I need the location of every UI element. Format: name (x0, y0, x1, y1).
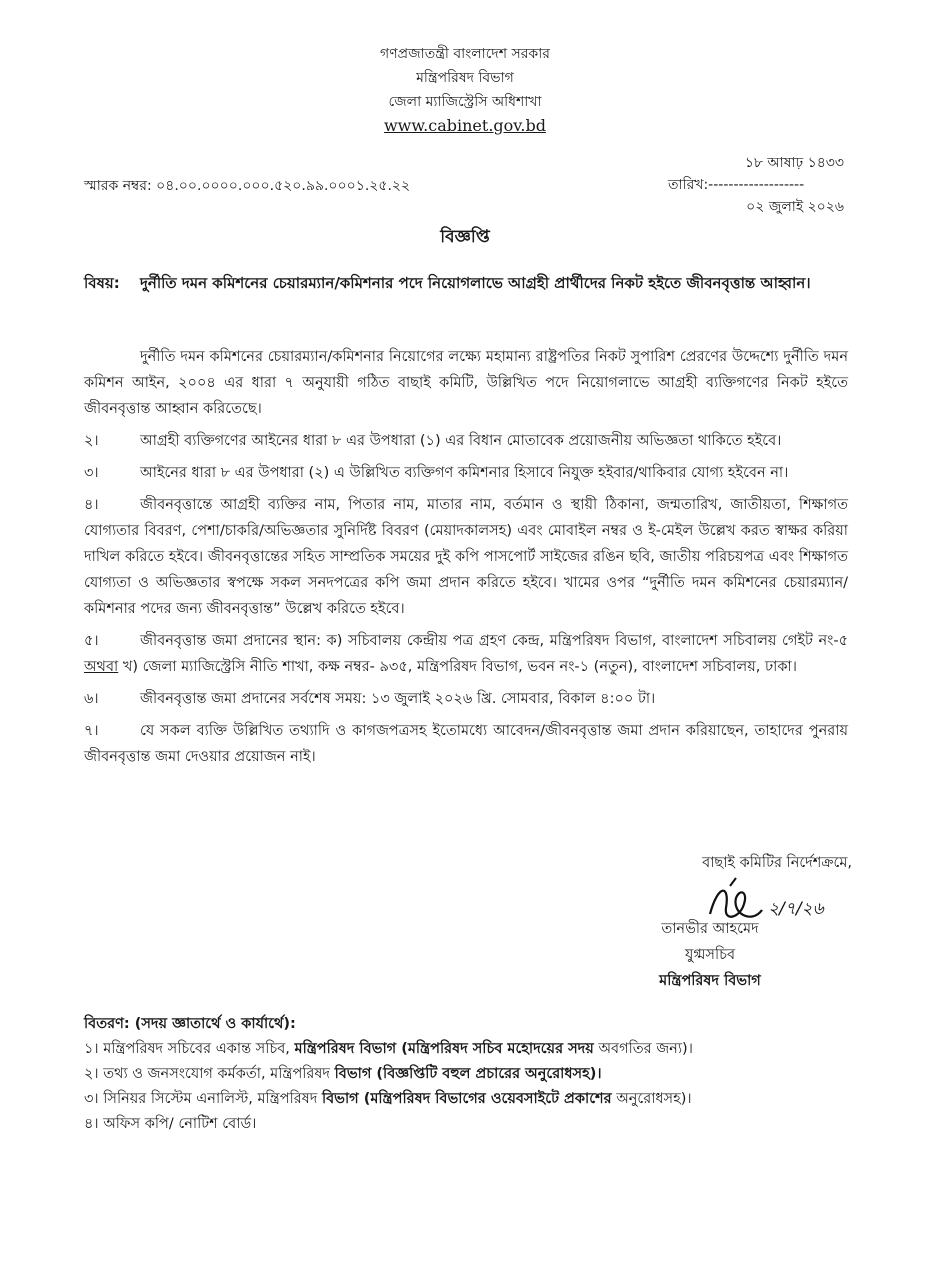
website-link[interactable]: www.cabinet.gov.bd (383, 116, 546, 135)
paragraph-text: জীবনবৃত্তান্ত জমা প্রদানের সর্বশেষ সময়: ১৩ জুলাই ২০২৬ খ্রি. সোমবার, বিকাল ৪:০০ টা। (140, 691, 656, 707)
branch-name: জেলা ম্যাজিস্ট্রেসি অধিশাখা (388, 94, 542, 110)
subject-text: দুর্নীতি দমন কমিশনের চেয়ারম্যান/কমিশনার পদে নিয়োগলাভে আগ্রহী প্রার্থীদের নিকট হইতে জীবনবৃত্তান্ত আহ্বান। (140, 274, 811, 292)
paragraph-text: আইনের ধারা ৮ এর উপধারা (২) এ উল্লিখিত ব্যক্তিগণ কমিশনার হিসাবে নিযুক্ত হইবার/থাকিবার যোগ্য হইবেন না। (140, 465, 789, 481)
date-block (668, 152, 848, 218)
or-word: অথবা (84, 659, 119, 675)
subject-block (84, 268, 844, 298)
distribution-item-text: অবগতির জন্য)। (598, 1041, 693, 1057)
paragraph-1: দুর্নীতি দমন কমিশনের চেয়ারম্যান/কমিশনার নিয়োগের লক্ষ্যে মহামান্য রাষ্ট্রপতির নিকট সুপারিশ প্রেরণের উদ্দেশ্যে দুর্নীতি দমন কমিশন আইন, ২০০৪ এর ধারা ৭ অনুযায়ী গঠিত বাছাই কমিটি, উল্লিখিত পদে নিয়োগলাভে আগ্রহী ব্যক্তিগণের নিকট হইতে জীবনবৃত্তান্ত আহ্বান করিতেছে। (84, 349, 848, 417)
distribution-item-text: অনুরোধসহ)। (616, 1091, 692, 1107)
paragraph-number: ৬। (84, 691, 99, 707)
paragraph-number: ৫। (84, 633, 99, 649)
paragraph-number: ২। (84, 433, 99, 449)
distribution-item (84, 1087, 864, 1112)
paragraph-4 (84, 492, 848, 622)
ministry-name: মন্ত্রিপরিষদ বিভাগ (416, 70, 514, 86)
notice-body (84, 344, 848, 776)
paragraph-text: যে সকল ব্যক্তি উল্লিখিত তথ্যাদি ও কাগজপত্রসহ ইতোমধ্যে আবেদন/জীবনবৃত্তান্ত জমা প্রদান করিয়াছেন, তাহাদের পুনরায় জীবনবৃত্তান্ত জমা দেওয়ার প্রয়োজন নাই। (84, 723, 848, 765)
paragraph-3 (84, 460, 848, 486)
paragraph-6 (84, 686, 848, 712)
date-bangla: ১৮ আষাঢ় ১৪৩৩ (744, 155, 844, 171)
distribution-item-bold: বিভাগ (বিজ্ঞপ্তিটি বহুল প্রচারের অনুরোধসহ)। (334, 1066, 602, 1082)
distribution-item-bold: মন্ত্রিপরিষদ বিভাগ (মন্ত্রিপরিষদ সচিব মহোদয়ের সদয় (294, 1041, 594, 1057)
distribution-item: ৪। অফিস কপি/ নোটিশ বোর্ড। (84, 1116, 257, 1132)
paragraph-7 (84, 718, 848, 770)
signature-date: ২/৭/২৬ (768, 899, 824, 919)
paragraph-5 (84, 628, 848, 680)
paragraph-text: জীবনবৃত্তান্তে আগ্রহী ব্যক্তির নাম, পিতার নাম, মাতার নাম, বর্তমান ও স্থায়ী ঠিকানা, জন্মতারিখ, জাতীয়তা, শিক্ষাগত যোগ্যতার বিবরণ, পেশা/চাকরি/অভিজ্ঞতার সুনির্দিষ্ট বিবরণ (মেয়াদকালসহ) এবং মোবাইল নম্বর ও ই-মেইল উল্লেখ করত স্বাক্ষর করিয়া দাখিল করিতে হইবে। জীবনবৃত্তান্তের সহিত সাম্প্রতিক সময়ের দুই কপি পাসপোর্ট সাইজের রঙিন ছবি, জাতীয় পরিচয়পত্র এবং শিক্ষাগত যোগ্যতা ও অভিজ্ঞতার স্বপক্ষে সকল সনদপত্রের কপি জমা প্রদান করিতে হইবে। খামের ওপর “দুর্নীতি দমন কমিশনের চেয়ারম্যান/কমিশনার পদের জন্য জীবনবৃত্তান্ত” উল্লেখ করিতে হইবে। (84, 497, 848, 617)
paragraph-number: ৩। (84, 465, 99, 481)
date-english: ০২ জুলাই ২০২৬ (746, 199, 844, 215)
date-label: তারিখ:------------------- (668, 177, 805, 193)
distribution-list (84, 1012, 864, 1137)
paragraph-text: খ) জেলা ম্যাজিস্ট্রেসি নীতি শাখা, কক্ষ নম্বর- ৯৩৫, মন্ত্রিপরিষদ বিভাগ, ভবন নং-১ (নতুন), বাংলাদেশ সচিবালয়, ঢাকা। (122, 659, 797, 675)
signatory-name: তানভীর আহমেদ (661, 921, 759, 937)
distribution-item-text: ৩। সিনিয়র সিস্টেম এনালিস্ট, মন্ত্রিপরিষদ (84, 1091, 318, 1107)
gov-name: গণপ্রজাতন্ত্রী বাংলাদেশ সরকার (380, 46, 550, 62)
signatory-office: মন্ত্রিপরিষদ বিভাগ (659, 973, 761, 989)
memo-number: স্মারক নম্বর: ০৪.০০.০০০০.০০০.৫২০.৯৯.০০০১.২৫.২২ (84, 178, 411, 194)
distribution-item-bold: বিভাগ (মন্ত্রিপরিষদ বিভাগের ওয়েবসাইটে প্রকাশের (321, 1091, 612, 1107)
distribution-item-text: ১। মন্ত্রিপরিষদ সচিবের একান্ত সচিব, (84, 1041, 290, 1057)
signatory-designation: যুগ্মসচিব (684, 947, 736, 963)
distribution-item-text: ২। তথ্য ও জনসংযোগ কর্মকর্তা, মন্ত্রিপরিষদ (84, 1066, 331, 1082)
paragraph-text: আগ্রহী ব্যক্তিগণের আইনের ধারা ৮ এর উপধারা (১) এর বিধান মোতাবেক প্রয়োজনীয় অভিজ্ঞতা থাকিতে হইবে। (140, 433, 782, 449)
notice-title: বিজ্ঞপ্তি (440, 227, 490, 247)
distribution-heading: বিতরণ: (সদয় জ্ঞাতার্থে ও কার্যার্থে): (84, 1016, 296, 1032)
distribution-item (84, 1062, 864, 1087)
committee-order: বাছাই কমিটির নির্দেশক্রমে, (702, 855, 852, 871)
paragraph-number: ৪। (84, 497, 99, 513)
paragraph-2 (84, 428, 848, 454)
letterhead (0, 42, 930, 138)
paragraph-number: ৭। (84, 723, 99, 739)
distribution-item (84, 1037, 864, 1062)
signature-block (560, 850, 860, 994)
paragraph-text: জীবনবৃত্তান্ত জমা প্রদানের স্থান: ক) সচিবালয় কেন্দ্রীয় পত্র গ্রহণ কেন্দ্র, মন্ত্রিপরিষদ বিভাগ, বাংলাদেশ সচিবালয় গেইট নং-৫ (140, 633, 848, 649)
subject-label: বিষয়: (84, 274, 120, 292)
